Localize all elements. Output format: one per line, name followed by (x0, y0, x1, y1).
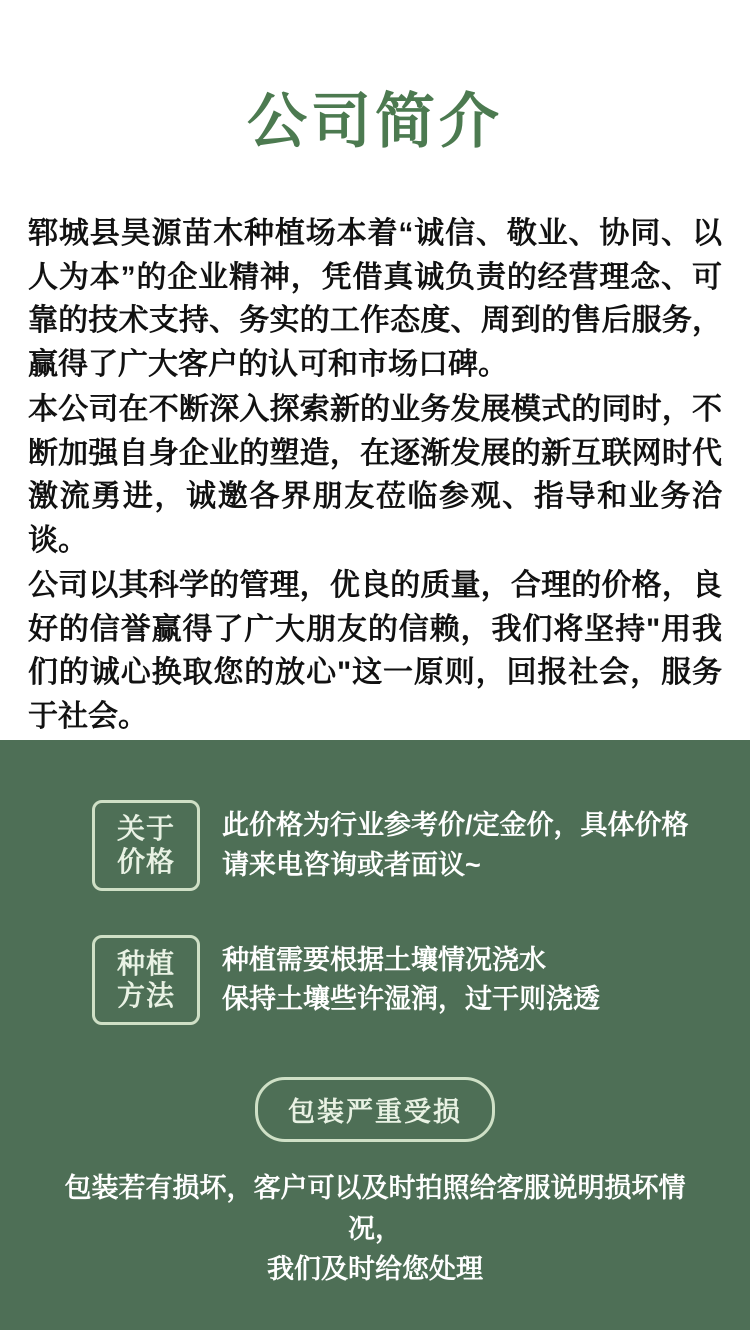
price-note-line-2: 请来电咨询或者面议~ (222, 849, 481, 880)
company-intro-body (28, 212, 722, 738)
planting-badge-line-2: 方法 (116, 979, 175, 1011)
intro-paragraph-3: 公司以其科学的管理，优良的质量，合理的价格，良好的信誉赢得了广大朋友的信赖，我们将坚持"用我们的诚心换取您的放心"这一原则，回报社会，服务于社会。 (28, 569, 722, 733)
planting-note-line-2: 保持土壤些许湿润，过干则浇透 (222, 983, 600, 1014)
intro-paragraph-2: 本公司在不断深入探索新的业务发展模式的同时，不断加强自身企业的塑造，在逐渐发展的新互联网时代激流勇进，诚邀各界朋友莅临参观、指导和业务洽谈。 (28, 393, 722, 557)
planting-badge (92, 935, 200, 1025)
price-note-line-1: 此价格为行业参考价/定金价，具体价格 (222, 810, 689, 841)
page-title: 公司简介 (247, 88, 503, 156)
planting-badge-line-1: 种植 (116, 947, 175, 979)
planting-note-text (222, 941, 600, 1019)
intro-paragraph-1: 郓城县昊源苗木种植场本着“诚信、敬业、协同、以人为本”的企业精神，凭借真诚负责的经营理念、可靠的技术支持、务实的工作态度、周到的售后服务，赢得了广大客户的认可和市场口碑。 (28, 217, 722, 381)
packaging-note-text (40, 1168, 710, 1290)
packaging-note-block (40, 1077, 710, 1290)
price-note-row (40, 800, 710, 890)
price-badge (92, 800, 200, 890)
planting-note-line-1: 种植需要根据土壤情况浇水 (222, 944, 546, 975)
notes-section (0, 740, 750, 1329)
price-badge-line-2: 价格 (116, 845, 175, 877)
packaging-note-line-1: 包装若有损坏，客户可以及时拍照给客服说明损坏情况， (64, 1173, 686, 1244)
price-note-text (222, 806, 689, 884)
packaging-note-line-2: 我们及时给您处理 (267, 1254, 483, 1285)
price-badge-line-1: 关于 (116, 813, 175, 845)
packaging-badge: 包装严重受损 (255, 1077, 495, 1142)
planting-note-row (40, 935, 710, 1025)
